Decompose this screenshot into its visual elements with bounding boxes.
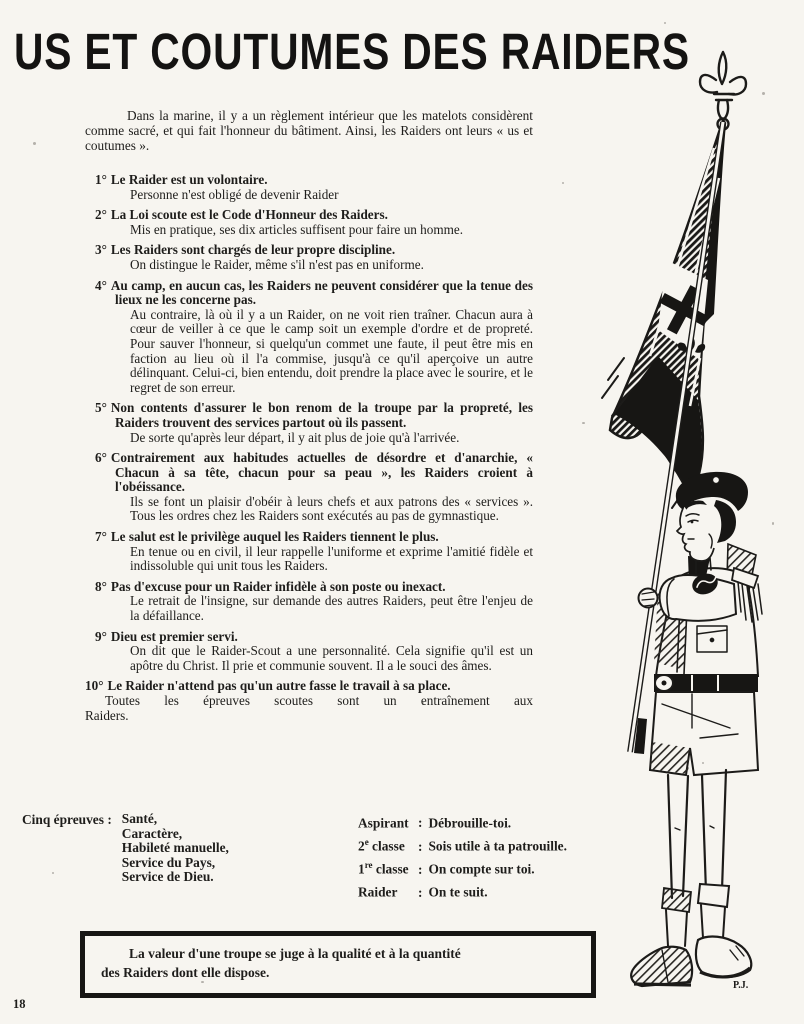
item-body: Toutes les épreuves scoutes sont un entraînement aux (105, 693, 533, 708)
item-body: On distingue le Raider, même s'il n'est pas en uniforme. (130, 256, 424, 272)
rank-row: 1re classe : On compte sur toi. (358, 860, 535, 877)
footer-line: La valeur d'une troupe se juge à la qualité et à la quantité (129, 946, 461, 961)
item-head: Contrairement aux habitudes actuelles de désordre et d'anarchie, « Chacun à sa tête, chacun pour sa peau », les Raiders croient à l'obéissance. (110, 450, 533, 495)
list-item (85, 208, 533, 237)
beret-button (713, 477, 720, 484)
item-body: Ils se font un plaisir d'obéir à leurs chefs et aux patrons des « services ». Tous les ordres chez les Raiders sont exécutés au pas de gymnastique. (130, 493, 533, 524)
item-head: Le salut est le privilège auquel les Raiders tiennent le plus. (110, 529, 439, 545)
item-number: 10° (85, 678, 104, 694)
rank-motto: On compte sur toi. (428, 861, 535, 877)
shorts (650, 692, 758, 775)
ranks-block (358, 810, 567, 902)
item-number: 5° (95, 400, 107, 416)
item-number: 7° (95, 529, 107, 545)
rank-motto: Sois utile à ta patrouille. (428, 838, 567, 854)
rank-row: 2e classe : Sois utile à ta patrouille. (358, 837, 567, 854)
item-head: Les Raiders sont chargés de leur propre discipline. (110, 242, 396, 258)
item-body: Le retrait de l'insigne, sur demande des autres Raiders, peut être l'enjeu de la défaillance. (130, 593, 533, 624)
legs (668, 770, 726, 898)
footer-line: des Raiders dont elle dispose. (101, 964, 270, 980)
item-head: Pas d'excuse pour un Raider infidèle à son poste ou inexact. (110, 578, 446, 594)
item-number: 8° (95, 578, 107, 594)
page-title: US ET COUTUMES DES RAIDERS (14, 23, 690, 80)
item-number: 2° (95, 207, 107, 223)
hand-fist (639, 589, 658, 608)
list-item (85, 530, 533, 574)
five-tests-list (122, 812, 229, 885)
item-number: 9° (95, 628, 107, 644)
list-item (85, 173, 533, 202)
item-body: De sorte qu'après leur départ, il y ait plus de joie qu'à l'arrivée. (130, 429, 460, 445)
item-body: Au contraire, là où il y a un Raider, on ne voit rien traîner. Chacun aura à cœur de veiller à ce que le camp soit un exemple d'ordre et de propreté. Pour sauver l'honneur, si quelqu'un commet une faute, il peut être mis en faction au lieu où il l'a commise, jusqu'à ce qu'il aperçoive un autre délinquant. Celui-ci, bien entendu, doit prendre la place avec le sourire, et le regret de son erreur. (130, 306, 533, 395)
five-tests-entry: Santé, (121, 811, 158, 826)
item-head: Le Raider n'attend pas qu'un autre fasse le travail à sa place. (107, 678, 451, 694)
five-tests-entry: Caractère, (121, 825, 183, 841)
artist-signature: P.J. (733, 980, 749, 991)
item-number: 1° (95, 172, 107, 187)
item-number: 3° (95, 242, 107, 258)
item-body: Mis en pratique, ses dix articles suffisent pour faire un homme. (130, 221, 464, 237)
shirt-pocket (697, 626, 727, 652)
list-item (85, 630, 533, 674)
item-body: Personne n'est obligé de devenir Raider (130, 186, 339, 202)
five-tests-entry: Service de Dieu. (121, 869, 214, 885)
flag (602, 120, 726, 516)
rank-row: Raider : On te suit. (358, 884, 488, 900)
rank-motto: On te suit. (428, 884, 488, 900)
scout-figure (631, 472, 762, 986)
list-item (85, 243, 533, 272)
item-body: Raiders. (85, 707, 129, 723)
item-number: 6° (95, 450, 107, 466)
boots (631, 937, 751, 986)
five-tests-label: Cinq épreuves : (22, 812, 112, 827)
list-item (85, 451, 533, 524)
item-head: La Loi scoute est le Code d'Honneur des Raiders. (110, 207, 388, 223)
list-item (85, 679, 533, 723)
numbered-list (85, 173, 533, 729)
five-tests-block (22, 812, 229, 885)
item-head: Dieu est premier servi. (110, 628, 238, 644)
item-head: Au camp, en aucun cas, les Raiders ne peuvent considérer que la tenue des lieux ne les concerne pas. (110, 277, 533, 308)
item-head: Non contents d'assurer le bon renom de la troupe par la propreté, les Raiders trouvent des services partout où ils passent. (110, 400, 533, 430)
item-body: En tenue ou en civil, il leur rappelle l'uniforme et exprime l'amitié fidèle et indissoluble qui unit tous les Raiders. (130, 543, 533, 574)
hair (714, 500, 736, 543)
item-head: Le Raider est un volontaire. (110, 172, 268, 187)
five-tests-entry: Service du Pays, (121, 854, 216, 870)
rank-motto: Débrouille-toi. (428, 815, 512, 831)
five-tests-entry: Habileté manuelle, (121, 840, 229, 856)
list-item (85, 279, 533, 396)
scout-flag-illustration (596, 28, 804, 1008)
belt (654, 674, 758, 692)
item-number: 4° (95, 277, 107, 293)
list-item (85, 580, 533, 624)
footer-box (80, 931, 596, 998)
intro-paragraph: Dans la marine, il y a un règlement intérieur que les matelots considèrent comme sacré, et qui fait l'honneur du bâtiment. Ainsi, les Raiders ont leurs « us et coutumes ». (85, 108, 533, 153)
list-item (85, 401, 533, 445)
item-body: On dit que le Raider-Scout a une personnalité. Cela signifie qu'il est un apôtre du Christ. Il prie et communie souvent. Il a le souci des âmes. (130, 643, 533, 673)
rank-row: Aspirant : Débrouille-toi. (358, 815, 512, 831)
page-number: 18 (13, 997, 26, 1011)
